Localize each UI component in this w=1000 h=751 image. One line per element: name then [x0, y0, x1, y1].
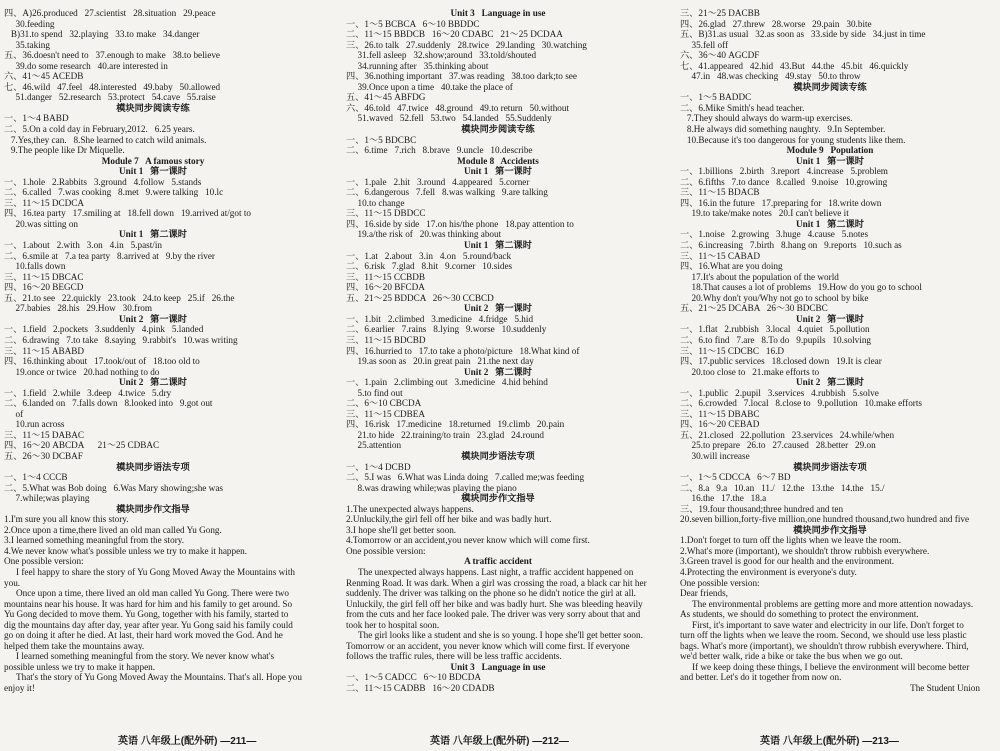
answer-line: 四、16～20 CEBAD	[680, 419, 760, 430]
answer-line: 18.That causes a lot of problems 19.How do you go to school	[680, 282, 922, 293]
answer-line: 一、1.field 2.pockets 3.suddenly 4.pink 5.landed	[4, 324, 204, 335]
answer-line: 4.We never know what's possible unless we try to make it happen.	[4, 545, 248, 556]
answer-line: 7.while;was playing	[4, 493, 90, 504]
section-heading: 模块同步语法专项	[793, 461, 867, 472]
answer-line: 2.What's more (important), we shouldn't throw rubbish everywhere.	[680, 545, 930, 556]
answer-line: 3.I hope she'll get better soon.	[346, 524, 457, 535]
lesson-heading: Unit 1 第一课时	[464, 166, 532, 177]
answer-line: 二、6.called 7.was cooking 8.met 9.were talking 10.lc	[4, 187, 224, 198]
answer-line: 3.Green travel is good for our health and the environment.	[680, 556, 895, 567]
answer-line: 51.danger 52.research 53.protect 54.cave 55.raise	[4, 92, 216, 103]
answer-line: 2.Unluckily,the girl fell off her bike and was badly hurt.	[346, 514, 552, 525]
answer-line: of	[4, 408, 24, 419]
answer-line: 二、6.landed on 7.falls down 8.looked into 9.got out	[4, 398, 213, 409]
answer-line: 三、26.to talk 27.suddenly 28.twice 29.landing 30.watching	[346, 39, 587, 50]
column-middle	[346, 8, 650, 730]
lesson-heading: Unit 2 第二课时	[464, 366, 532, 377]
answer-line: 五、41～45 ABFDG	[346, 92, 426, 103]
section-heading: 模块同步语法专项	[116, 461, 190, 472]
answer-line: 七、41.appeared 42.hid 43.But 44.the 45.bit 46.quickly	[680, 60, 909, 71]
answer-line: 51.waved 52.fell 53.two 54.landed 55.Suddenly	[346, 113, 552, 124]
answer-line: One possible version:	[4, 556, 84, 567]
answer-line: 一、1.field 2.while 3.deep 4.twice 5.dry	[4, 387, 172, 398]
answer-line: 四、A)26.produced 27.scientist 28.situation 29.peace	[4, 8, 216, 18]
answer-line: 16.the 17.the 18.a	[680, 493, 767, 504]
answer-line: 三、11～15 DABAC	[4, 429, 85, 440]
answer-line: 4.Tomorrow or an accident,you never know which will come first.	[346, 535, 590, 546]
answer-line: 四、16.hurried to 17.to take a photo/picture 18.What kind of	[346, 345, 580, 356]
answer-line: 二、6.time 7.rich 8.brave 9.uncle 10.describe	[346, 145, 533, 156]
answer-line: Dear friends,	[680, 588, 728, 599]
answer-line: 四、16.risk 17.medicine 18.returned 19.climb 20.pain	[346, 419, 565, 430]
answer-line: 二、6.crowded 7.local 8.close to 9.pollution 10.make efforts	[680, 398, 922, 409]
answer-line: 七、46.wild 47.feel 48.interested 49.baby 50.allowed	[4, 81, 221, 92]
essay-paragraph: Once upon a time, there lived an old man called Yu Gong. There were two mountains near his house. It was hard for him and his family to get around. So Yu Gong decided to move them. Yu Gong, together with his family, started to dig the mountains day after day, year after year. Yu Gong said his family could go on doing it after he died. At last, their hard work moved the God. And he helped them take the mountains away.	[4, 588, 293, 651]
section-heading: Module 8 Accidents	[457, 155, 539, 166]
answer-line: 10.falls down	[4, 261, 66, 272]
answer-line: 二、8.a 9.a 10.an 11./ 12.the 13.the 14.the 15./	[680, 482, 885, 493]
answer-line: 39.do some research 40.are interested in	[4, 60, 168, 71]
answer-line: 三、11～15 DBCAC	[4, 271, 84, 282]
answer-line: 一、1～4 BABD	[4, 113, 69, 124]
answer-line: 二、6.earlier 7.rains 8.lying 9.worse 10.suddenly	[346, 324, 547, 335]
answer-line: B)31.to spend 32.playing 33.to make 34.danger	[4, 29, 200, 40]
lesson-heading: Unit 1 第二课时	[796, 218, 864, 229]
answer-line: 三、11～15 CDBEA	[346, 408, 426, 419]
answer-line: 三、11～15 BDCBD	[346, 334, 426, 345]
answer-line: 30.will increase	[680, 450, 750, 461]
answer-line: 25.attention	[346, 440, 402, 451]
answer-line: 五、26～30 DCBAF	[4, 450, 83, 461]
answer-line: 一、1.bit 2.climbed 3.medicine 4.fridge 5.hid	[346, 313, 534, 324]
answer-line: 5.to find out	[346, 387, 403, 398]
answer-line: 三、11～15 CDCBC 16.D	[680, 345, 785, 356]
answer-line: 19.as soon as 20.in great pain 21.the next day	[346, 356, 534, 367]
essay-paragraph: First, it's important to save water and electricity in our life. Don't forget to turn off the lights when we leave the room. Second, we should use less plastic bags. What's more (important), we shouldn't throw rubbish everywhere. Third, we'd better walk, ride a bike or take the bus when we go out.	[680, 619, 969, 662]
answer-line: 25.to prepare 26.to 27.caused 28.better 29.on	[680, 440, 876, 451]
answer-line: 四、16.thinking about 17.took/out of 18.too old to	[4, 356, 200, 367]
answer-line: 五、B)31.as usual 32.as soon as 33.side by side 34.just in time	[680, 29, 926, 40]
answer-line: 四、16～20 ABCDA 21～25 CDBAC	[4, 440, 160, 451]
answer-line: 2.Once upon a time,there lived an old man called Yu Gong.	[4, 524, 222, 535]
essay-paragraph: I learned something meaningful from the story. We never know what's possible unless we try to make it happen.	[4, 651, 275, 672]
lesson-heading: Unit 1 第二课时	[464, 240, 532, 251]
answer-line: 四、16.side by side 17.on his/the phone 18.pay attention to	[346, 218, 574, 229]
answer-line: 3.I learned something meaningful from the story.	[4, 535, 185, 546]
section-heading: Unit 3 Language in use	[450, 8, 546, 18]
answer-line: 27.babies 28.his 29.How 30.from	[4, 303, 153, 314]
page-footer-213: 英语 八年级上(配外研) —213—	[760, 736, 899, 747]
answer-line: 19.a/the risk of 20.was thinking about	[346, 229, 502, 240]
section-heading: 模块同步作文指导	[461, 493, 535, 504]
answer-line: 一、1～5 BCBCA 6～10 BBDDC	[346, 18, 480, 29]
essay-signature: The Student Union	[910, 683, 980, 693]
answer-line: 五、36.doesn't need to 37.enough to make 38.to believe	[4, 50, 220, 61]
lesson-heading: A traffic accident	[464, 556, 532, 567]
answer-line: 一、1.at 2.about 3.in 4.on 5.round/back	[346, 250, 512, 261]
answer-line: 一、1～4 CCCB	[4, 472, 68, 483]
answer-line: 20.was sitting on	[4, 218, 79, 229]
essay-paragraph: If we keep doing these things, I believe the environment will become better and better. Let's do it together from now on.	[680, 661, 970, 683]
answer-line: 7.Yes,they can. 8.She learned to catch wild animals.	[4, 134, 207, 145]
answer-line: 六、46.told 47.twice 48.ground 49.to return 50.without	[346, 102, 570, 113]
answer-line: 四、16.What are you doing	[680, 261, 783, 272]
answer-line: 三、21～25 DACBB	[680, 8, 760, 18]
section-heading: Module 9 Population	[786, 145, 874, 156]
answer-line: 四、17.public services 18.closed down 19.It is clear	[680, 356, 882, 367]
lesson-heading: Unit 2 第一课时	[464, 303, 532, 314]
answer-line: 一、1～5 CDCCA 6～7 BD	[680, 472, 791, 483]
lesson-heading: Unit 2 第二课时	[796, 377, 864, 388]
answer-line: 10.Because it's too dangerous for young students like them.	[680, 134, 906, 145]
answer-line: One possible version:	[346, 545, 426, 556]
answer-line: 1.I'm sure you all know this story.	[4, 514, 129, 525]
answer-line: 三、11～15 BDACB	[680, 187, 760, 198]
essay-paragraph: The environmental problems are getting more and more attention nowadays. As students, we should do something to protect the environment.	[680, 598, 974, 620]
answer-line: 四、16～20 BFCDA	[346, 282, 425, 293]
answer-line: 二、6.to find 7.are 8.To do 9.pupils 10.solving	[680, 334, 872, 345]
answer-line: 一、1.flat 2.rubbish 3.local 4.quiet 5.pollution	[680, 324, 870, 335]
answer-line: 34.running after 35.thinking about	[346, 60, 489, 71]
column-left	[4, 8, 302, 730]
answer-line: 19.to take/make notes 20.I can't believe it	[680, 208, 849, 219]
lesson-heading: Unit 2 第一课时	[119, 313, 187, 324]
answer-line: 一、1～5 CADCC 6～10 BDCDA	[346, 672, 482, 683]
answer-line: 二、5.What was Bob doing 6.Was Mary showing;she was	[4, 482, 223, 493]
answer-line: 20.Why don't you/Why not go to school by bike	[680, 292, 869, 303]
section-heading: 模块同步作文指导	[793, 524, 867, 535]
section-heading: 模块同步阅读专练	[793, 81, 867, 92]
answer-line: 四、16.tea party 17.smiling at 18.fell down 19.arrived at/got to	[4, 208, 251, 219]
answer-line: 8.was drawing while;was playing the piano	[346, 482, 517, 493]
section-heading: Module 7 A famous story	[101, 155, 205, 166]
answer-line: 35.fell off	[680, 39, 729, 50]
answer-line: 19.once or twice 20.had nothing to do	[4, 366, 160, 377]
answer-line: 9.The people like Dr Miquelle.	[4, 145, 125, 156]
answer-line: 二、6.dangerous 7.fell 8.was walking 9.are talking	[346, 187, 548, 198]
answer-line: 五、21～25 BDDCA 26～30 CCBCD	[346, 292, 494, 303]
answer-line: 30.feeding	[4, 18, 55, 29]
answer-line: 一、1～4 DCBD	[346, 461, 411, 472]
answer-line: 三、19.four thousand;three hundred and ten	[680, 503, 844, 514]
answer-line: 一、1.billions 2.birth 3.report 4.increase 5.problem	[680, 166, 888, 177]
answer-line: 二、11～15 BBDCB 16～20 CDABC 21～25 DCDAA	[346, 29, 563, 40]
answer-line: 三、11～15 DBDCC	[346, 208, 426, 219]
answer-line: 三、11～15 DCDCA	[4, 197, 85, 208]
lesson-heading: Unit 1 第二课时	[119, 229, 187, 240]
answer-line: 五、21～25 DCABA 26～30 BDCBC	[680, 303, 828, 314]
answer-line: 一、1.public 2.pupil 3.services 4.rubbish 5.solve	[680, 387, 879, 398]
answer-line: One possible version:	[680, 577, 760, 588]
answer-line: 10.to change	[346, 197, 405, 208]
answer-line: 20.too close to 21.make efforts to	[680, 366, 820, 377]
answer-line: 一、1.about 2.with 3.on 4.in 5.past/in	[4, 240, 162, 251]
answer-line: 三、11～15 CABAD	[680, 250, 761, 261]
answer-line: 四、16～20 BEGCD	[4, 282, 84, 293]
answer-line: 二、6～10 CBCDA	[346, 398, 422, 409]
answer-line: 一、1～5 BDCBC	[346, 134, 417, 145]
answer-line: 二、6.fifths 7.to dance 8.called 9.noise 10.growing	[680, 176, 888, 187]
answer-line: 四、36.nothing important 37.was reading 38.too dark;to see	[346, 71, 577, 82]
answer-line: 4.Protecting the environment is everyone's duty.	[680, 566, 857, 577]
essay-paragraph: I feel happy to share the story of Yu Gong Moved Away the Mountains with you.	[4, 566, 295, 588]
answer-line: 二、6.risk 7.glad 8.hit 9.corner 10.sides	[346, 261, 513, 272]
answer-line: 35.taking	[4, 39, 50, 50]
answer-line: 二、5.On a cold day in February,2012. 6.25 years.	[4, 124, 195, 135]
answer-line: 五、21.to see 22.quickly 23.took 24.to keep 25.if 26.the	[4, 292, 235, 303]
lesson-heading: Unit 1 第一课时	[796, 155, 864, 166]
section-heading: 模块同步语法专项	[461, 450, 535, 461]
answer-line: 五、21.closed 22.pollution 23.services 24.while/when	[680, 429, 895, 440]
answer-line: 1.Don't forget to turn off the lights when we leave the room.	[680, 535, 902, 546]
answer-line: 一、1.pale 2.hit 3.round 4.appeared 5.corner	[346, 176, 530, 187]
answer-line: 二、6.drawing 7.to take 8.saying 9.rabbit's 10.was writing	[4, 334, 238, 345]
answer-line: 21.to hide 22.training/to train 23.glad 24.round	[346, 429, 545, 440]
answer-line: 一、1.pain 2.climbing out 3.medicine 4.hid behind	[346, 377, 548, 388]
answer-line: 六、41～45 ACEDB	[4, 71, 84, 82]
answer-line: 10.run across	[4, 419, 65, 430]
answer-line: 六、36～40 AGCDF	[680, 50, 760, 61]
answer-line: 四、26.glad 27.threw 28.worse 29.pain 30.bite	[680, 18, 872, 29]
answer-line: 1.The unexpected always happens.	[346, 503, 474, 514]
answer-line: 17.It's about the population of the world	[680, 271, 839, 282]
essay-paragraph: The unexpected always happens. Last night, a traffic accident happened on Renming Road. It was dark. When a girl was crossing the road, a black car hit her suddenly. The driver was talking on the phone so he didn't notice the girl at all. Unluckily, the girl fell off her bike and was badly hurt. She was bleeding heavily from the cuts and her face looked pale. The driver was very sorry about that and took her to hospital soon.	[346, 566, 647, 630]
answer-line: 二、6.increasing 7.birth 8.hang on 9.reports 10.such as	[680, 240, 902, 251]
answer-line: 三、11～15 CCBDB	[346, 271, 426, 282]
lesson-heading: Unit 1 第一课时	[119, 166, 187, 177]
page-footer-211: 英语 八年级上(配外研) —211—	[118, 736, 257, 747]
answer-line: 二、6.smile at 7.a tea party 8.arrived at 9.by the river	[4, 250, 215, 261]
answer-line: 三、11～15 DBABC	[680, 408, 760, 419]
page-footer-212: 英语 八年级上(配外研) —212—	[430, 736, 569, 747]
essay-paragraph: The girl looks like a student and she is so young. I hope she'll get better soon. Tomorrow or an accident, you never know which will come first. If everyone follows the traffic rules, there will be less traffic accidents.	[346, 630, 643, 662]
answer-line: 20.seven billion,forty-five million,one hundred thousand,two hundred and five	[680, 514, 970, 525]
section-heading: Unit 3 Language in use	[450, 661, 546, 672]
answer-line: 39.Once upon a time 40.take the place of	[346, 81, 513, 92]
answer-line: 一、1～5 BADDC	[680, 92, 752, 103]
answer-line: 三、11～15 ABABD	[4, 345, 85, 356]
answer-line: 47.in 48.was checking 49.stay 50.to throw	[680, 71, 861, 82]
answer-line: 8.He always did something naughty. 9.In September.	[680, 124, 886, 135]
section-heading: 模块同步阅读专练	[461, 124, 535, 135]
answer-line: 四、16.in the future 17.preparing for 18.write down	[680, 197, 882, 208]
answer-line: 一、1.hole 2.Rabbits 3.ground 4.follow 5.stands	[4, 176, 202, 187]
answer-line: 二、11～15 CADBB 16～20 CDADB	[346, 683, 495, 693]
answer-line: 31.fell asleep 32.show;around 33.told/shouted	[346, 50, 537, 61]
section-heading: 模块同步阅读专练	[116, 102, 190, 113]
lesson-heading: Unit 2 第二课时	[119, 377, 187, 388]
answer-line: 一、1.noise 2.growing 3.huge 4.cause 5.notes	[680, 229, 869, 240]
section-heading: 模块同步作文指导	[116, 503, 190, 514]
essay-paragraph: That's the story of Yu Gong Moved Away the Mountains. That's all. Hope you enjoy it!	[4, 672, 302, 693]
answer-line: 7.They should always do warm-up exercises.	[680, 113, 853, 124]
column-right	[680, 8, 980, 730]
lesson-heading: Unit 2 第一课时	[796, 313, 864, 324]
answer-line: 二、6.Mike Smith's head teacher.	[680, 102, 805, 113]
answer-line: 二、5.I was 6.What was Linda doing 7.called me;was feeding	[346, 472, 585, 483]
